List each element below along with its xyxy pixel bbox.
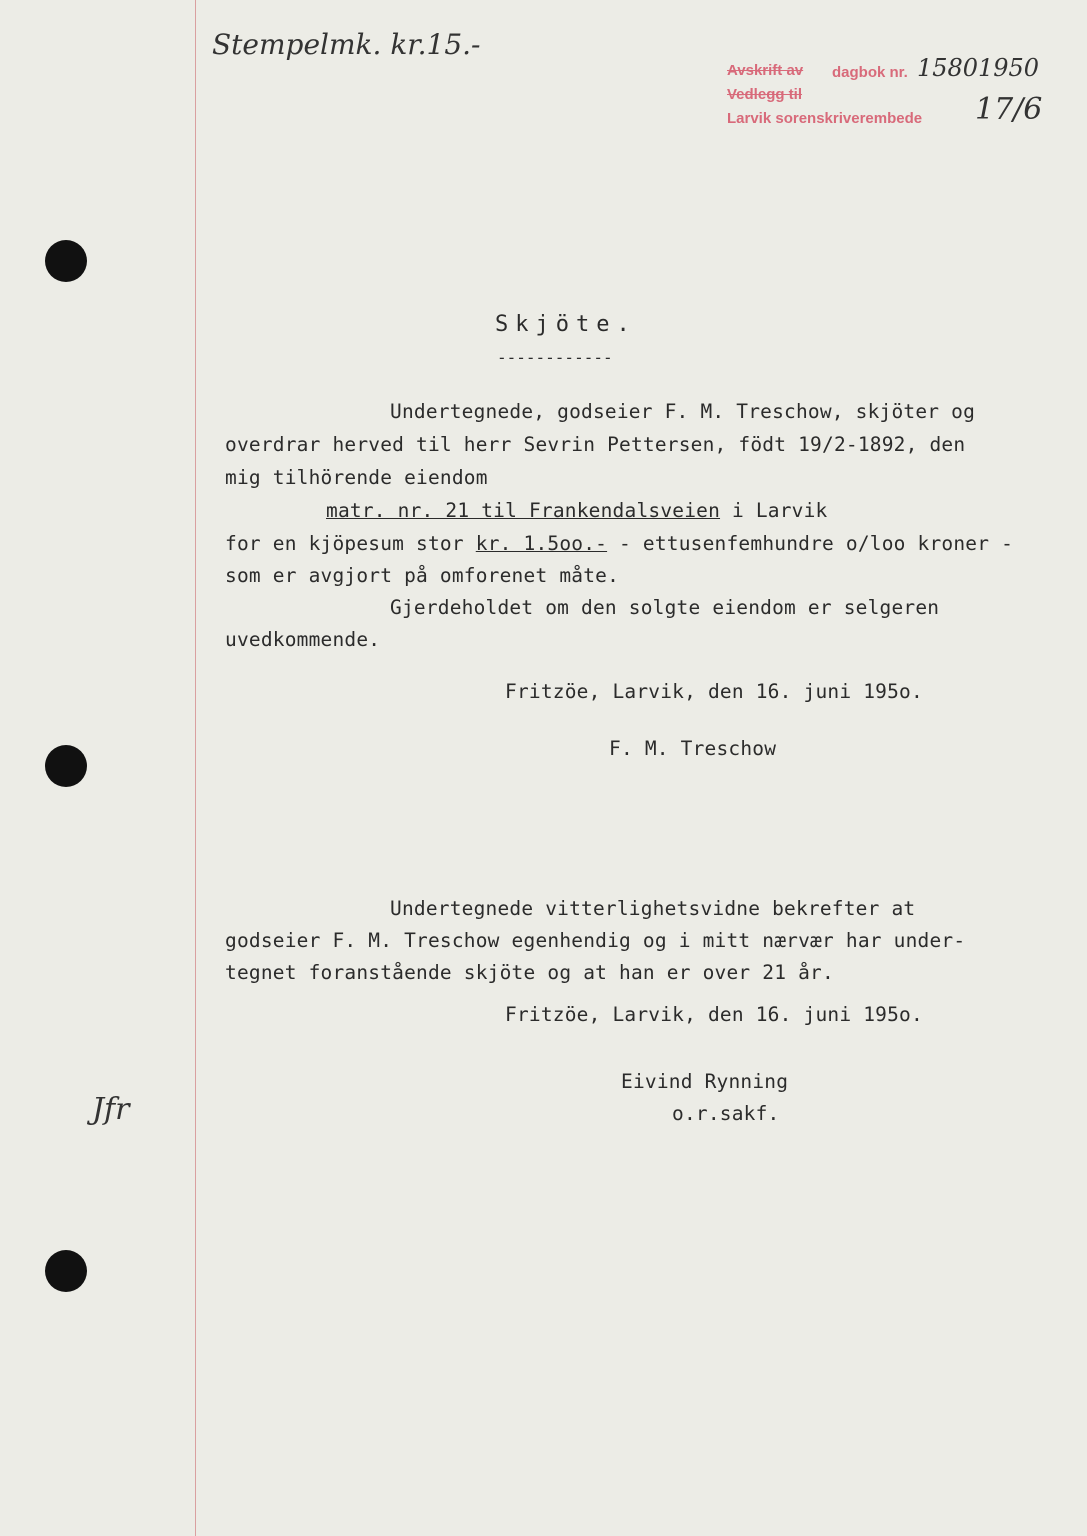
margin-initials: Jfr <box>92 1092 130 1127</box>
property-location: i Larvik <box>720 499 828 522</box>
stamp-date: 17/6 <box>975 92 1043 127</box>
punch-hole <box>45 240 87 282</box>
body-line: mig tilhörende eiendom <box>225 466 488 489</box>
witness-line: tegnet foranstående skjöte og at han er over 21 år. <box>225 961 834 984</box>
body-line: Undertegnede, godseier F. M. Treschow, skjöter og <box>390 400 976 423</box>
body-line: overdrar herved til herr Sevrin Pettersen, födt 19/2-1892, den <box>225 433 966 456</box>
stamp-dagbok-label: dagbok nr. <box>832 64 908 81</box>
witness-line: Undertegnede vitterlighetsvidne bekrefter at <box>390 897 916 920</box>
stamp-year: 1950 <box>978 54 1040 82</box>
place-date: Fritzöe, Larvik, den 16. juni 195o. <box>505 1003 923 1026</box>
price-amount: kr. 1.5oo.- <box>475 532 608 555</box>
body-line: som er avgjort på omforenet måte. <box>225 564 620 587</box>
witness-line: godseier F. M. Treschow egenhendig og i mitt nærvær har under- <box>225 929 966 952</box>
price-words: - ettusenfemhundre o/loo kroner - <box>607 532 1014 555</box>
stamp-dagbok-number: 1580 <box>917 54 979 82</box>
punch-hole <box>45 745 87 787</box>
stamp-office: Larvik sorenskriverembede <box>727 110 923 127</box>
witness-name: Eivind Rynning <box>621 1070 789 1093</box>
property-line <box>326 499 828 522</box>
title-underline: ------------ <box>497 348 613 367</box>
price-line <box>225 532 1013 555</box>
stamp-struck-text: Vedlegg til <box>727 86 803 103</box>
signature-name: F. M. Treschow <box>609 737 777 760</box>
margin-rule <box>195 0 196 1536</box>
stamp-struck-text: Avskrift av <box>727 62 804 79</box>
document-title: Skjöte. <box>495 312 637 337</box>
punch-hole <box>45 1250 87 1292</box>
witness-title: o.r.sakf. <box>672 1102 780 1125</box>
body-line: Gjerdeholdet om den solgte eiendom er selgeren <box>390 596 940 619</box>
property-designation: matr. nr. 21 til Frankendalsveien <box>326 499 721 522</box>
place-date: Fritzöe, Larvik, den 16. juni 195o. <box>505 680 923 703</box>
handwritten-fee: Stempelmk. kr.15.- <box>212 28 481 61</box>
body-line: uvedkommende. <box>225 628 381 651</box>
price-prefix: for en kjöpesum stor <box>225 532 476 555</box>
